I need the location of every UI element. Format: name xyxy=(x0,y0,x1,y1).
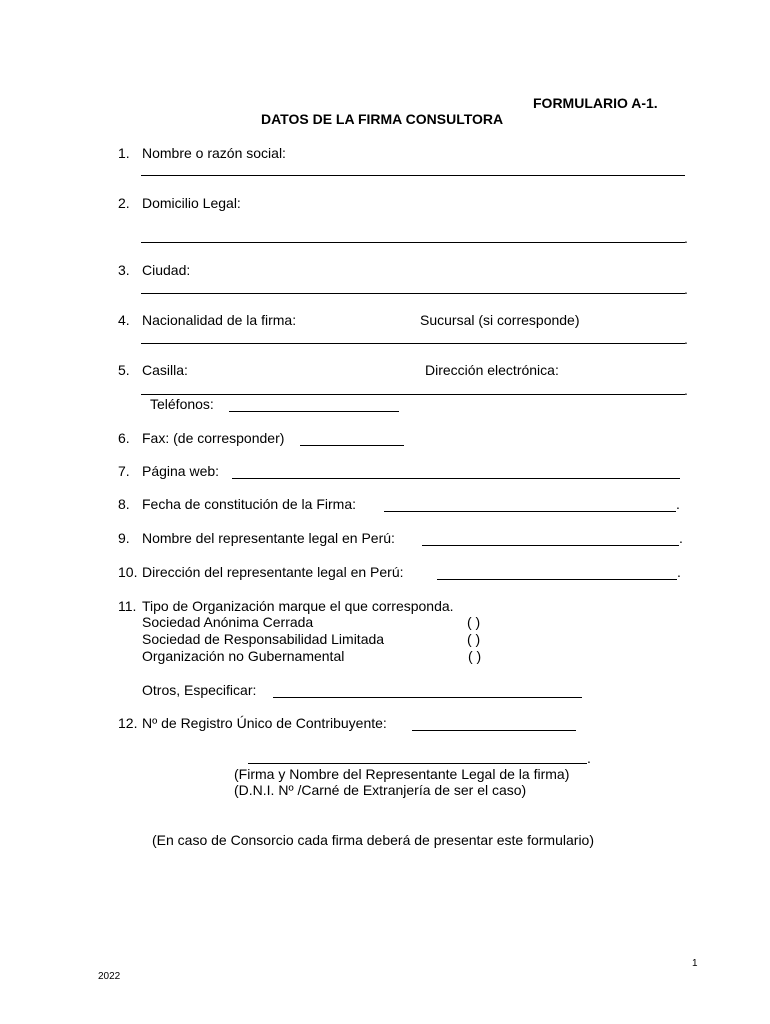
consortium-note: (En caso de Consorcio cada firma deberá de presentar este formulario) xyxy=(152,832,594,848)
answer-line xyxy=(437,579,677,580)
answer-line xyxy=(300,445,404,446)
answer-line xyxy=(229,411,399,412)
answer-line xyxy=(273,697,582,698)
answer-line xyxy=(141,343,685,344)
answer-line xyxy=(232,478,680,479)
line-period: . xyxy=(676,496,680,512)
field-label-phones: Teléfonos: xyxy=(150,396,214,412)
item-number: 9. xyxy=(118,530,130,546)
answer-line xyxy=(141,394,685,395)
line-period: . xyxy=(587,750,591,766)
form-id: FORMULARIO A-1. xyxy=(533,95,658,111)
field-label-email: Dirección electrónica: xyxy=(425,362,559,378)
line-period: . xyxy=(679,530,683,546)
answer-line xyxy=(141,242,685,243)
field-label-company-name: Nombre o razón social: xyxy=(142,145,286,161)
option-label-ngo: Organización no Gubernamental xyxy=(142,648,345,664)
signature-id-caption: (D.N.I. Nº /Carné de Extranjería de ser el caso) xyxy=(234,782,527,798)
item-number: 11. xyxy=(118,598,137,614)
answer-line xyxy=(141,293,685,294)
page-title: DATOS DE LA FIRMA CONSULTORA xyxy=(261,111,504,127)
option-checkbox-srl[interactable]: ( ) xyxy=(467,631,481,647)
option-checkbox-sac[interactable]: ( ) xyxy=(467,614,481,630)
footer-year: 2022 xyxy=(98,971,121,982)
line-period: . xyxy=(677,564,681,580)
option-label-sac: Sociedad Anónima Cerrada xyxy=(142,614,314,630)
field-label-branch: Sucursal (si corresponde) xyxy=(420,312,580,328)
item-number: 5. xyxy=(118,362,130,378)
field-label-legal-address: Domicilio Legal: xyxy=(142,195,241,211)
field-label-website: Página web: xyxy=(142,463,220,479)
item-number: 2. xyxy=(118,195,130,211)
field-label-legal-rep-name: Nombre del representante legal en Perú: xyxy=(142,530,395,546)
line-period: . xyxy=(684,281,688,297)
field-label-city: Ciudad: xyxy=(142,262,191,278)
answer-line xyxy=(412,730,576,731)
item-number: 3. xyxy=(118,262,130,278)
answer-line xyxy=(384,511,676,512)
field-label-org-type: Tipo de Organización marque el que corresponda. xyxy=(142,598,454,614)
item-number: 10. xyxy=(118,564,138,580)
signature-line xyxy=(248,763,587,764)
item-number: 6. xyxy=(118,430,130,446)
signature-caption: (Firma y Nombre del Representante Legal de la firma) xyxy=(234,766,570,782)
option-label-srl: Sociedad de Responsabilidad Limitada xyxy=(142,631,385,647)
answer-line xyxy=(422,545,679,546)
page-number: 1 xyxy=(692,958,698,969)
field-label-fax: Fax: (de corresponder) xyxy=(142,430,285,446)
field-label-other: Otros, Especificar: xyxy=(142,682,257,698)
item-number: 4. xyxy=(118,312,130,328)
item-number: 8. xyxy=(118,496,130,512)
item-number: 7. xyxy=(118,463,130,479)
line-period: . xyxy=(684,331,688,347)
item-number: 1. xyxy=(118,145,130,161)
field-label-nationality: Nacionalidad de la firma: xyxy=(142,312,297,328)
line-period: . xyxy=(684,230,688,246)
option-checkbox-ngo[interactable]: ( ) xyxy=(468,648,482,664)
answer-line xyxy=(141,175,685,176)
line-period: . xyxy=(684,382,688,398)
field-label-ruc: Nº de Registro Único de Contribuyente: xyxy=(142,715,387,731)
item-number: 12. xyxy=(118,715,138,731)
field-label-founding-date: Fecha de constitución de la Firma: xyxy=(142,496,356,512)
field-label-po-box: Casilla: xyxy=(142,362,188,378)
field-label-legal-rep-address: Dirección del representante legal en Perú: xyxy=(142,564,404,580)
